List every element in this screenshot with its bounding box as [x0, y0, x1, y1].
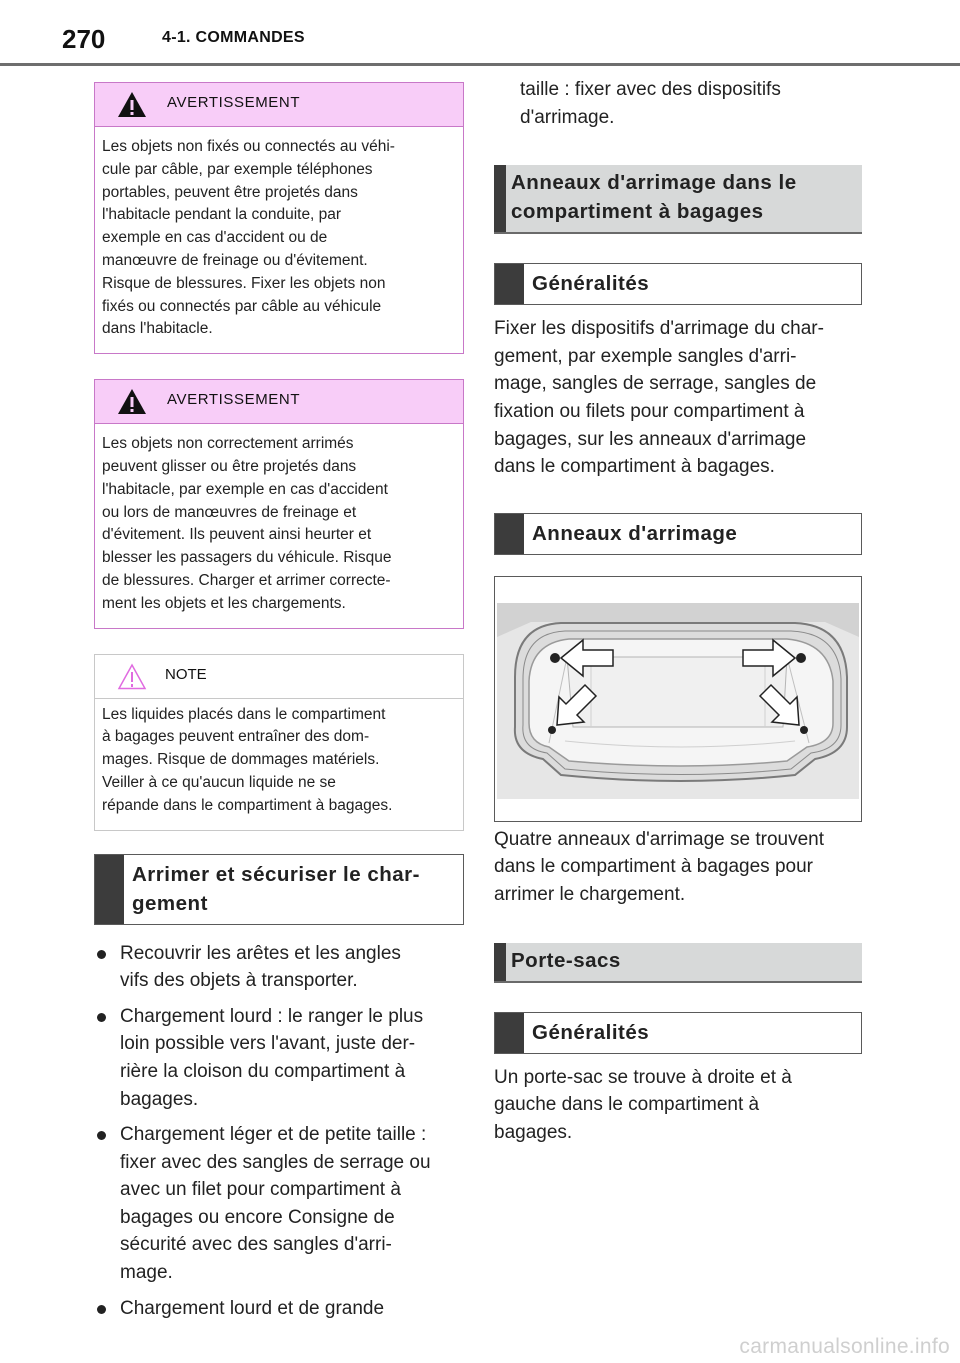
paragraph-bag-hooks: Un porte-sac se trouve à droite et à gauche dans le compartiment à bagages. — [494, 1066, 792, 1143]
watermark: carmanualsonline.info — [739, 1335, 950, 1358]
section-title: 4-1. COMMANDES — [162, 29, 305, 46]
caution-triangle-icon — [117, 663, 147, 690]
note-line: Les liquides placés dans le compartiment — [102, 705, 386, 723]
warning-box-loose-objects — [94, 82, 464, 354]
warning-line: portables, peuvent être projetés dans — [102, 183, 358, 201]
warning-line: Les objets non correctement arrimés — [102, 435, 354, 453]
warning-line: d'évitement. Ils peuvent ainsi heurter et — [102, 526, 372, 544]
warning-text — [95, 424, 463, 627]
warning-text — [95, 127, 463, 353]
warning-title: AVERTISSEMENT — [167, 94, 301, 111]
warning-line: ou lors de manœuvres de freinage et — [102, 503, 357, 521]
warning-line: Risque de blessures. Fixer les objets non — [102, 274, 386, 292]
paragraph-tie-down-usage: Fixer les dispositifs d'arrimage du char- gement, par exemple sangles d'arri- mage, sangles de serrage, sangles de fixation ou filets pour compartiment à bagages, sur les anneaux d'arrimage dans le compartiment à bagages. — [494, 318, 824, 478]
heading-secure-load — [94, 854, 464, 925]
warning-line: ment les objets et les chargements. — [102, 594, 346, 612]
warning-line: peuvent glisser ou être projetés dans — [102, 457, 357, 475]
note-line: mages. Risque de dommages matériels. — [102, 751, 380, 769]
page-number: 270 — [62, 24, 106, 54]
warning-line: dans l'habitacle. — [102, 320, 213, 338]
heading-line: Arrimer et sécuriser le char- — [132, 862, 420, 886]
warning-line: de blessures. Charger et arrimer correcte- — [102, 571, 391, 589]
note-line: à bagages peuvent entraîner des dom- — [102, 728, 370, 746]
warning-header — [95, 380, 463, 424]
warning-triangle-icon — [117, 388, 147, 415]
note-title: NOTE — [165, 665, 207, 683]
subheading-general: Généralités — [494, 263, 862, 305]
warning-box-unsecured-load — [94, 379, 464, 628]
warning-line: l'habitacle pendant la conduite, par — [102, 206, 342, 224]
warning-triangle-icon — [117, 91, 147, 118]
load-bullet-list — [94, 940, 464, 1323]
note-line: Veiller à ce qu'aucun liquide ne se — [102, 773, 336, 791]
section-heading-tie-down-rings — [494, 165, 862, 234]
warning-header — [95, 83, 463, 127]
list-item: Chargement léger et de petite taille : fixer avec des sangles de serrage ou avec un filet pour compartiment à bagages ou encore Consigne de sécurité avec des sangles d'arri- mage. — [94, 1121, 464, 1287]
note-line: répande dans le compartiment à bagages. — [102, 796, 393, 814]
note-header — [95, 655, 463, 699]
section-heading-bag-hooks: Porte-sacs — [494, 943, 862, 983]
warning-line: blesser les passagers du véhicule. Risque — [102, 549, 392, 567]
warning-title: AVERTISSEMENT — [167, 391, 301, 409]
bullet-continuation: taille : fixer avec des dispositifs d'arrimage. — [520, 79, 781, 128]
warning-line: cule par câble, par exemple téléphones — [102, 160, 373, 178]
heading-line: compartiment à bagages — [511, 200, 764, 224]
trunk-illustration — [495, 577, 861, 821]
heading-line: gement — [132, 891, 208, 915]
list-item: Chargement lourd et de grande — [94, 1295, 464, 1323]
warning-line: l'habitacle, par exemple en cas d'accident — [102, 480, 388, 498]
list-item: Recouvrir les arêtes et les angles vifs des objets à transporter. — [94, 940, 464, 995]
note-box — [94, 654, 464, 831]
warning-line: manœuvre de freinage ou d'évitement. — [102, 251, 368, 269]
subheading-tie-down-rings: Anneaux d'arrimage — [494, 513, 862, 555]
paragraph-four-rings: Quatre anneaux d'arrimage se trouvent dans le compartiment à bagages pour arrimer le chargement. — [494, 828, 824, 905]
warning-line: exemple en cas d'accident ou de — [102, 229, 328, 247]
heading-line: Anneaux d'arrimage dans le — [511, 171, 797, 195]
trunk-tie-down-rings-image — [494, 576, 862, 822]
right-column — [494, 76, 862, 1146]
warning-line: fixés ou connectés par câble au véhicule — [102, 297, 382, 315]
warning-line: Les objets non fixés ou connectés au véhi- — [102, 138, 395, 155]
note-text — [95, 699, 463, 830]
header-rule — [0, 63, 960, 66]
list-item: Chargement lourd : le ranger le plus loin possible vers l'avant, juste der- rière la cloison du compartiment à bagages. — [94, 1003, 464, 1113]
subheading-general: Généralités — [494, 1012, 862, 1054]
left-column — [94, 82, 464, 1330]
